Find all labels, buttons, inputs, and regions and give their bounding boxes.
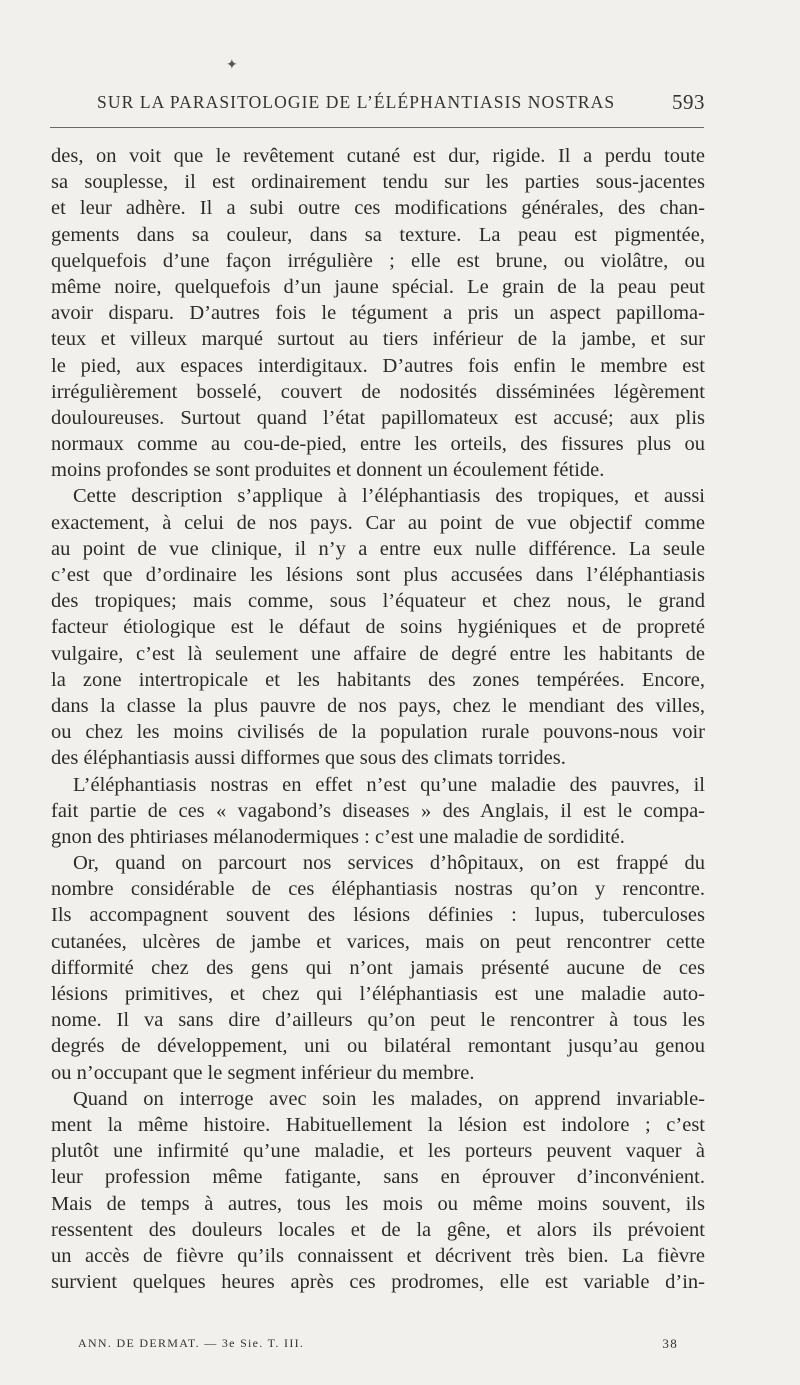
text-line: difformité chez des gens qui n’ont jamais présenté aucune de ces — [51, 956, 705, 979]
text-line: exactement, à celui de nos pays. Car au point de vue objectif comme — [51, 511, 705, 534]
text-line: Cette description s’applique à l’éléphantiasis des tropiques, et aussi — [73, 485, 705, 508]
text-line: douloureuses. Surtout quand l’état papillomateux est accusé; aux plis — [51, 406, 705, 429]
text-line: c’est que d’ordinaire les lésions sont plus accusées dans l’éléphantiasis — [51, 564, 705, 586]
text-line: degrés de développement, uni ou bilatéral remontant jusqu’au genou — [51, 1035, 705, 1058]
text-line: Or, quand on parcourt nos services d’hôpitaux, on est frappé du — [73, 852, 705, 875]
text-line: des tropiques; mais comme, sous l’équateur et chez nous, le grand — [51, 590, 705, 613]
text-line: et leur adhère. Il a subi outre ces modifications générales, des chan- — [51, 197, 705, 220]
text-line: moins profondes se sont produites et donnent un écoulement fétide. — [51, 459, 605, 482]
text-line: normaux comme au cou-de-pied, entre les orteils, des fissures plus ou — [51, 433, 705, 456]
text-line: teux et villeux marqué surtout au tiers inférieur de la jambe, et sur — [51, 328, 705, 351]
text-line: plutôt une infirmité qu’une maladie, et les porteurs peuvent vaquer à — [51, 1140, 705, 1163]
page-number: 593 — [672, 90, 705, 114]
text-line: gnon des phtiriases mélanodermiques : c’est une maladie de sordidité. — [51, 825, 625, 848]
text-line: survient quelques heures après ces prodromes, elle est variable d’in- — [51, 1271, 705, 1294]
text-line: vulgaire, c’est là seulement une affaire de degré entre les habitants de — [51, 642, 705, 665]
header-rule — [50, 127, 704, 128]
text-line: Ils accompagnent souvent des lésions définies : lupus, tuberculoses — [51, 904, 705, 927]
text-line: des éléphantiasis aussi difformes que sous des climats torrides. — [51, 747, 566, 770]
text-line: ou n’occupant que le segment inférieur du membre. — [51, 1061, 475, 1084]
text-line: ou chez les moins civilisés de la population rurale pouvons-nous voir — [51, 721, 705, 744]
text-line: lésions primitives, et chez qui l’éléphantiasis est une maladie auto- — [51, 983, 705, 1005]
text-line: nombre considérable de ces éléphantiasis nostras qu’on y rencontre. — [51, 878, 705, 901]
text-line: même noire, quelquefois d’un jaune spécial. Le grain de la peau peut — [51, 275, 705, 298]
text-line: des, on voit que le revêtement cutané est dur, rigide. Il a perdu toute — [51, 145, 705, 167]
text-line: facteur étiologique est le défaut de soins hygiéniques et de propreté — [51, 616, 705, 639]
print-speck: ✦ — [226, 57, 238, 73]
text-line: gements dans sa couleur, dans sa texture. La peau est pigmentée, — [51, 223, 705, 246]
text-line: la zone intertropicale et les habitants des zones tempérées. Encore, — [51, 668, 705, 691]
text-line: leur profession même fatigante, sans en éprouver d’inconvénient. — [51, 1166, 705, 1189]
journal-reference: ANN. DE DERMAT. — 3e Sie. T. III. — [78, 1336, 305, 1350]
text-line: sa souplesse, il est ordinairement tendu sur les parties sous-jacentes — [51, 171, 705, 194]
text-line: ressentent des douleurs locales et de la gêne, et alors ils prévoient — [51, 1218, 705, 1241]
text-line: un accès de fièvre qu’ils connaissent et décrivent très bien. La fièvre — [51, 1244, 705, 1267]
text-line: dans la classe la plus pauvre de nos pays, chez le mendiant des villes, — [51, 694, 705, 717]
running-title: SUR LA PARASITOLOGIE DE L’ÉLÉPHANTIASIS NOSTRAS — [97, 92, 616, 112]
text-line: au point de vue clinique, il n’y a entre eux nulle différence. La seule — [51, 537, 705, 560]
text-line: fait partie de ces « vagabond’s diseases » des Anglais, il est le compa- — [51, 799, 705, 822]
text-line: irrégulièrement bosselé, couvert de nodosités disséminées légèrement — [51, 380, 705, 403]
text-line: quelquefois d’une façon irrégulière ; elle est brune, ou violâtre, ou — [51, 249, 705, 272]
text-line: ment la même histoire. Habituellement la lésion est indolore ; c’est — [51, 1113, 705, 1136]
body-text — [51, 143, 705, 1295]
signature-mark: 38 — [662, 1336, 678, 1351]
text-line: le pied, aux espaces interdigitaux. D’autres fois enfin le membre est — [51, 354, 705, 377]
text-line: Quand on interroge avec soin les malades, on apprend invariable- — [73, 1087, 705, 1110]
text-line: nome. Il va sans dire d’ailleurs qu’on peut le rencontrer à tous les — [51, 1009, 705, 1032]
text-line: Mais de temps à autres, tous les mois ou même moins souvent, ils — [51, 1192, 705, 1215]
text-line: L’éléphantiasis nostras en effet n’est qu’une maladie des pauvres, il — [73, 773, 705, 796]
text-line: avoir disparu. D’autres fois le tégument a pris un aspect papilloma- — [51, 302, 705, 325]
text-line: cutanées, ulcères de jambe et varices, mais on peut rencontrer cette — [51, 930, 705, 953]
